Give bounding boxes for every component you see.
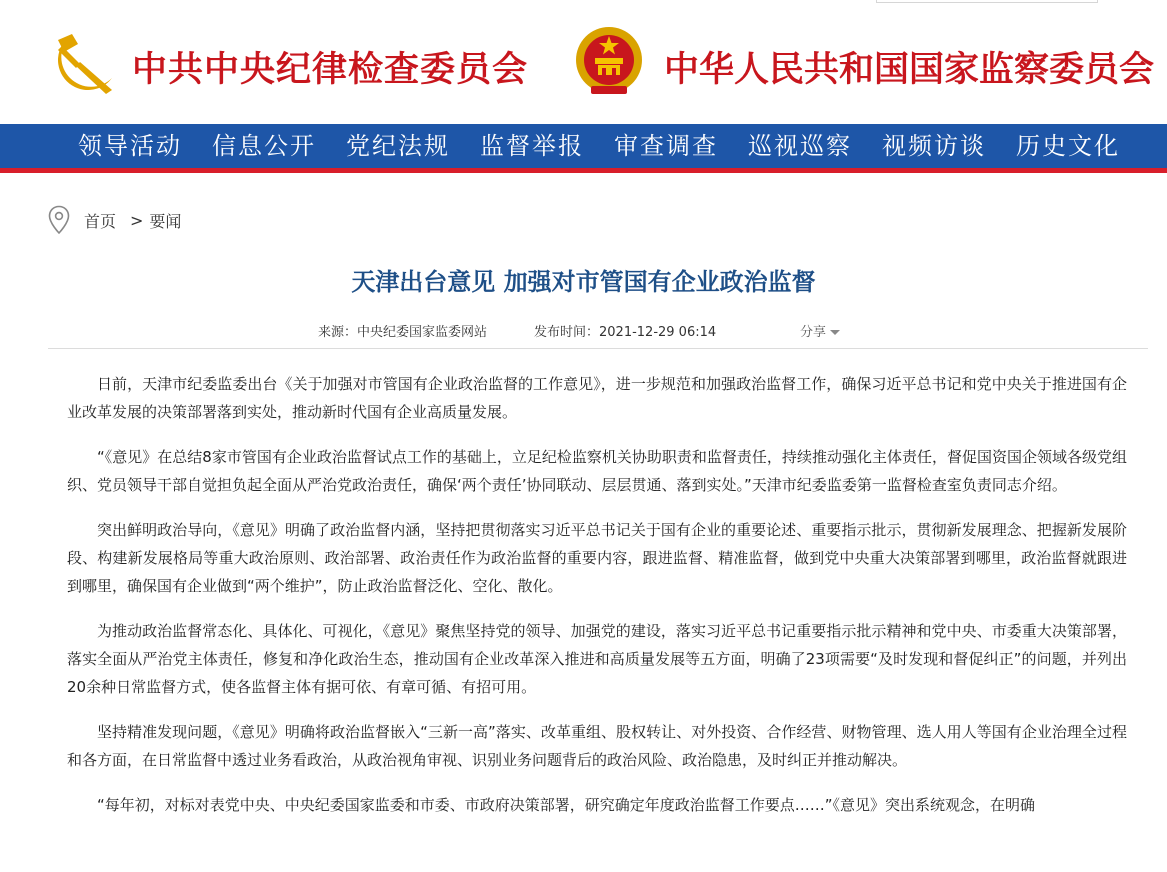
- nav-item-leadership[interactable]: 领导活动: [78, 132, 182, 160]
- main-nav: [0, 124, 1167, 173]
- article-body: [67, 370, 1127, 836]
- article-paragraph: 突出鲜明政治导向，《意见》明确了政治监督内涵，坚持把贯彻落实习近平总书记关于国有企业的重要论述、重要指示批示，贯彻新发展理念、把握新发展阶段、构建新发展格局等重大政治原则、政治部署、政治责任作为政治监督的重要内容，跟进监督、精准监督，做到党中央重大决策部署到哪里，政治监督就跟进到哪里，确保国有企业做到“两个维护”，防止政治监督泛化、空化、散化。: [67, 521, 1127, 595]
- nav-item-report[interactable]: 监督举报: [480, 132, 584, 160]
- site-header: [0, 0, 1167, 124]
- article-paragraph: 为推动政治监督常态化、具体化、可视化，《意见》聚焦坚持党的领导、加强党的建设，落实习近平总书记重要指示批示精神和党中央、市委重大决策部署，落实全面从严治党主体责任，修复和净化政治生态，推动国有企业改革深入推进和高质量发展等五方面，明确了23项需要“及时发现和督促纠正”的问题，并列出20余种日常监督方式，使各监督主体有据可依、有章可循、有招可用。: [67, 622, 1127, 696]
- ccdi-title: 中共中央纪律检查委员会: [132, 49, 529, 90]
- hammer-sickle-icon: [50, 28, 120, 98]
- breadcrumb: [48, 205, 181, 235]
- nav-item-video-interview[interactable]: 视频访谈: [882, 132, 986, 160]
- nav-item-info-disclosure[interactable]: 信息公开: [212, 132, 316, 160]
- article-date: 发布时间：2021-12-29 06:14: [534, 325, 717, 340]
- nav-item-history-culture[interactable]: 历史文化: [1016, 132, 1120, 160]
- article-title: 天津出台意见 加强对市管国有企业政治监督: [351, 268, 816, 296]
- nav-item-inspection[interactable]: 巡视巡察: [748, 132, 852, 160]
- national-emblem-icon: [573, 24, 645, 98]
- location-pin-icon: [48, 205, 70, 235]
- divider: [48, 348, 1148, 349]
- breadcrumb-home-link[interactable]: 首页: [84, 211, 117, 231]
- article-paragraph: 坚持精准发现问题，《意见》明确将政治监督嵌入“三新一高”落实、改革重组、股权转让、对外投资、合作经营、财物管理、选人用人等国有企业治理全过程和各方面，在日常监督中透过业务看政治，从政治视角审视、识别业务问题背后的政治风险、政治隐患，及时纠正并推动解决。: [67, 723, 1127, 769]
- share-label: 分享: [800, 325, 827, 340]
- nav-item-party-regulations[interactable]: 党纪法规: [346, 132, 450, 160]
- article-paragraph: “每年初，对标对表党中央、中央纪委国家监委和市委、市政府决策部署，研究确定年度政治监督工作要点……”《意见》突出系统观念，在明确: [97, 796, 1036, 814]
- article-meta: [0, 321, 1167, 343]
- breadcrumb-current[interactable]: 要闻: [149, 211, 182, 231]
- article-paragraph: 日前，天津市纪委监委出台《关于加强对市管国有企业政治监督的工作意见》，进一步规范和加强政治监督工作，确保习近平总书记和党中央关于推进国有企业改革发展的决策部署落到实处，推动新时代国有企业高质量发展。: [67, 375, 1127, 421]
- chevron-down-icon: [830, 330, 840, 335]
- nav-item-investigation[interactable]: 审查调查: [614, 132, 718, 160]
- breadcrumb-separator: >: [130, 210, 144, 230]
- article-source: 来源：中央纪委国家监委网站: [318, 325, 488, 340]
- nsc-title: 中华人民共和国国家监察委员会: [664, 49, 1155, 90]
- share-button[interactable]: [800, 321, 840, 340]
- article-paragraph: “《意见》在总结8家市管国有企业政治监督试点工作的基础上，立足纪检监察机关协助职责和监督责任，持续推动强化主体责任，督促国资国企领域各级党组织、党员领导干部自觉担负起全面从严治党政治责任，确保‘两个责任’协同联动、层层贯通、落到实处。”天津市纪委监委第一监督检查室负责同志介绍。: [67, 448, 1127, 494]
